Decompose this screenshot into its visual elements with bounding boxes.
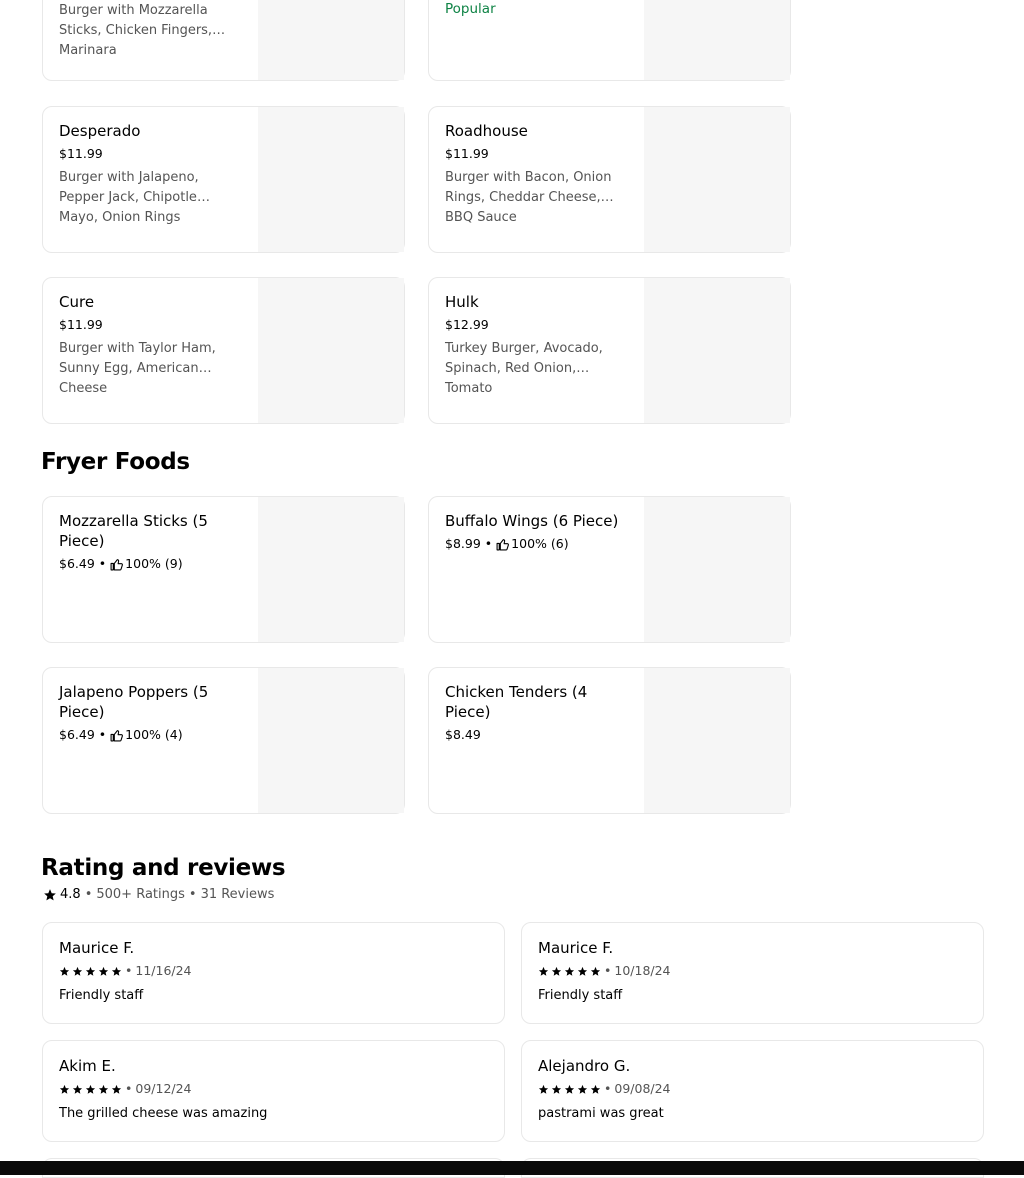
reviewer-name: Maurice F. <box>59 939 135 957</box>
separator: • <box>98 556 107 571</box>
review-date: 11/16/24 <box>135 963 192 978</box>
bottom-bar <box>0 1161 1024 1175</box>
star-icon <box>72 1084 83 1095</box>
item-image <box>258 497 404 642</box>
rating-summary <box>43 887 274 902</box>
reviewer-name: Akim E. <box>59 1057 116 1075</box>
menu-item-card-roadhouse[interactable] <box>428 106 791 253</box>
item-meta <box>59 727 239 743</box>
menu-item-card[interactable] <box>42 0 405 81</box>
review-text: The grilled cheese was amazing <box>59 1106 268 1121</box>
review-date: 09/12/24 <box>135 1081 192 1096</box>
star-icon <box>59 966 70 977</box>
item-meta <box>445 536 625 552</box>
separator: • <box>84 887 93 902</box>
item-name: Jalapeno Poppers (5 Piece) <box>59 683 209 721</box>
star-icon <box>98 1084 109 1095</box>
item-price: $12.99 <box>445 317 489 332</box>
thumbs-up-icon <box>110 558 123 571</box>
separator: • <box>188 887 197 902</box>
star-icon <box>590 966 601 977</box>
item-image <box>644 278 790 423</box>
review-text: Friendly staff <box>59 988 144 1003</box>
thumbs-up-icon <box>496 538 509 551</box>
menu-item-card-chicken-tenders[interactable] <box>428 667 791 814</box>
popular-badge: Popular <box>445 1 496 17</box>
item-image <box>258 278 404 423</box>
star-icon <box>85 1084 96 1095</box>
star-icon <box>577 966 588 977</box>
reviews-count: 31 Reviews <box>200 887 275 902</box>
star-icon <box>111 1084 122 1095</box>
star-icon <box>538 1084 549 1095</box>
thumbs-up-icon <box>110 729 123 742</box>
item-description: Burger with Mozzarella Sticks, Chicken Fingers, Marinara <box>59 3 213 58</box>
menu-item-card-cure[interactable] <box>42 277 405 424</box>
separator: • <box>604 1081 612 1096</box>
item-name: Roadhouse <box>445 122 528 140</box>
item-name: Chicken Tenders (4 Piece) <box>445 683 588 721</box>
review-stars <box>59 1084 124 1095</box>
item-name: Hulk <box>445 293 479 311</box>
review-stars <box>538 966 603 977</box>
separator: • <box>98 727 107 742</box>
menu-item-card-mozzarella-sticks[interactable] <box>42 496 405 643</box>
item-description: Burger with Bacon, Onion Rings, Cheddar Cheese, BBQ Sauce <box>445 170 612 225</box>
item-price: $8.99 <box>445 536 481 551</box>
star-icon <box>551 1084 562 1095</box>
item-price: $6.49 <box>59 556 95 571</box>
review-card[interactable] <box>521 922 984 1024</box>
item-price: $8.49 <box>445 727 481 742</box>
menu-item-card-jalapeno-poppers[interactable] <box>42 667 405 814</box>
review-date: 09/08/24 <box>614 1081 671 1096</box>
item-price: $11.99 <box>59 317 103 332</box>
review-stars <box>538 1084 603 1095</box>
review-card[interactable] <box>42 1040 505 1142</box>
star-icon <box>72 966 83 977</box>
item-image <box>644 497 790 642</box>
item-name: Cure <box>59 293 95 311</box>
item-name: Buffalo Wings (6 Piece) <box>445 512 619 530</box>
menu-item-card-buffalo-wings[interactable] <box>428 496 791 643</box>
star-icon <box>59 1084 70 1095</box>
item-price: $11.99 <box>59 146 103 161</box>
star-icon <box>577 1084 588 1095</box>
star-icon <box>564 1084 575 1095</box>
item-description: Turkey Burger, Avocado, Spinach, Red Onion, Tomato <box>445 341 603 396</box>
star-icon <box>111 966 122 977</box>
item-name: Mozzarella Sticks (5 Piece) <box>59 512 208 550</box>
separator: • <box>484 536 493 551</box>
item-rating: 100% (4) <box>125 727 183 742</box>
review-text: pastrami was great <box>538 1106 664 1121</box>
star-icon <box>98 966 109 977</box>
menu-item-card[interactable] <box>428 0 791 81</box>
rating-value: 4.8 <box>60 887 81 902</box>
separator: • <box>604 963 612 978</box>
item-name: Desperado <box>59 122 141 140</box>
reviewer-name: Maurice F. <box>538 939 614 957</box>
star-icon <box>538 966 549 977</box>
review-stars <box>59 966 124 977</box>
item-price: $6.49 <box>59 727 95 742</box>
section-title-fryer-foods: Fryer Foods <box>41 449 190 475</box>
reviewer-name: Alejandro G. <box>538 1057 631 1075</box>
star-icon <box>590 1084 601 1095</box>
item-image <box>258 107 404 252</box>
separator: • <box>125 1081 133 1096</box>
ratings-count: 500+ Ratings <box>96 887 185 902</box>
separator: • <box>125 963 133 978</box>
item-image <box>644 0 790 80</box>
review-card[interactable] <box>42 922 505 1024</box>
review-date: 10/18/24 <box>614 963 671 978</box>
review-card[interactable] <box>521 1040 984 1142</box>
menu-item-card-desperado[interactable] <box>42 106 405 253</box>
item-image <box>258 668 404 813</box>
star-icon <box>564 966 575 977</box>
star-icon <box>43 888 57 902</box>
item-meta <box>59 556 239 572</box>
item-rating: 100% (6) <box>511 536 569 551</box>
star-icon <box>85 966 96 977</box>
review-text: Friendly staff <box>538 988 623 1003</box>
menu-item-card-hulk[interactable] <box>428 277 791 424</box>
item-price: $11.99 <box>445 146 489 161</box>
section-title-rating-and-reviews: Rating and reviews <box>41 855 286 881</box>
star-icon <box>551 966 562 977</box>
item-description: Burger with Jalapeno, Pepper Jack, Chipotle Mayo, Onion Rings <box>59 170 199 225</box>
item-image <box>258 0 404 80</box>
item-image <box>644 668 790 813</box>
item-rating: 100% (9) <box>125 556 183 571</box>
item-image <box>644 107 790 252</box>
item-description: Burger with Taylor Ham, Sunny Egg, American Cheese <box>59 341 216 396</box>
